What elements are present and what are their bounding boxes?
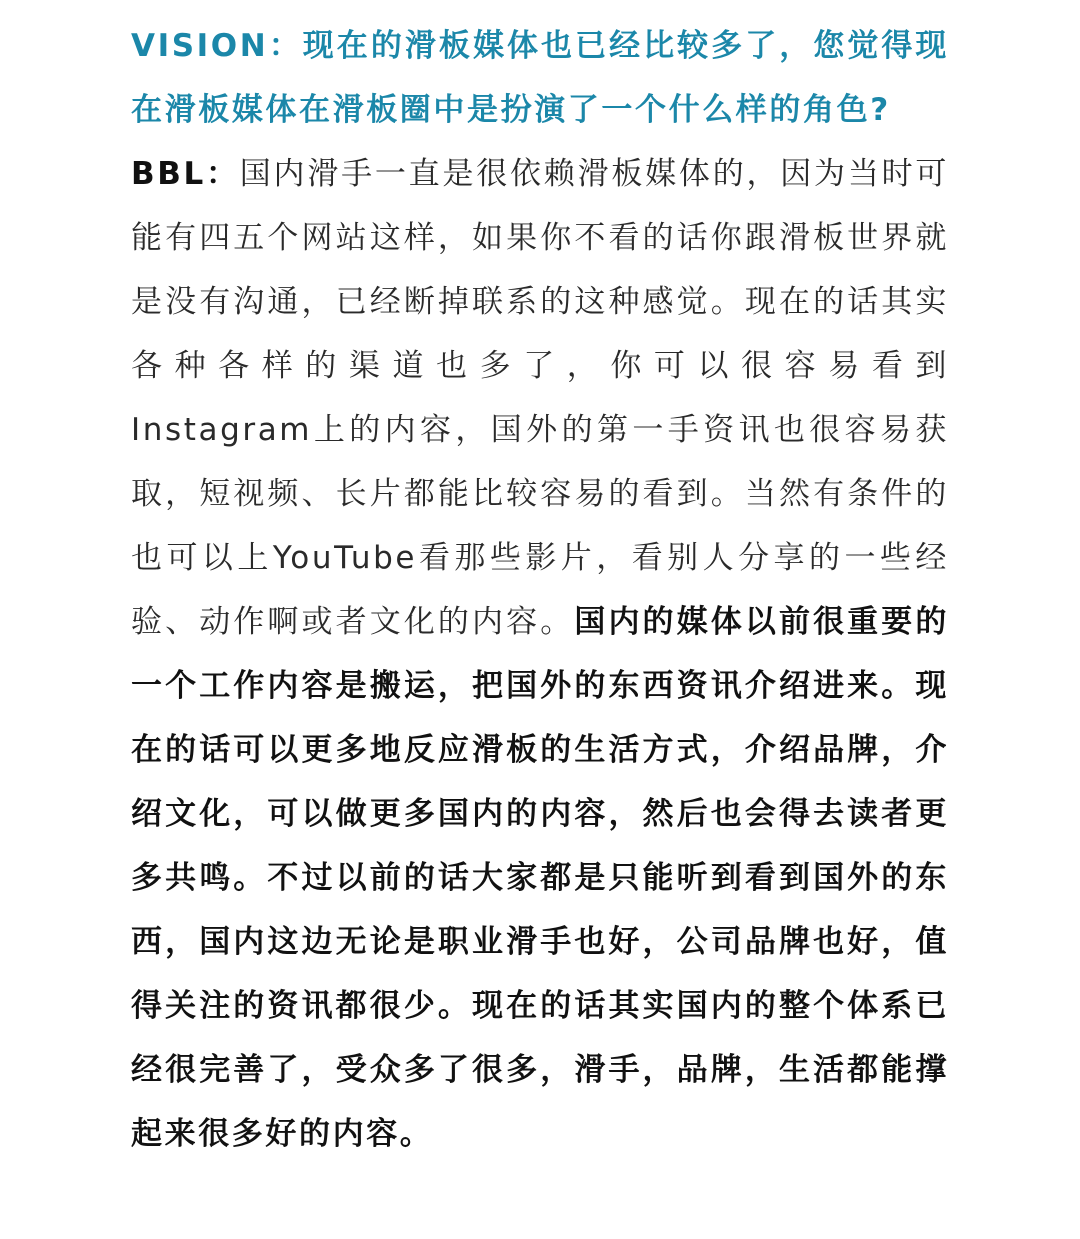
question-text: 现在的滑板媒体也已经比较多了，您觉得现在滑板媒体在滑板圈中是扮演了一个什么样的角色?: [131, 28, 949, 128]
interview-article: [131, 14, 949, 1166]
answer-speaker-label: BBL：: [131, 156, 240, 192]
question-speaker-label: VISION：: [131, 28, 303, 64]
answer-text-regular: 国内滑手一直是很依赖滑板媒体的，因为当时可能有四五个网站这样，如果你不看的话你跟滑板世界就是没有沟通，已经断掉联系的这种感觉。现在的话其实各种各样的渠道也多了，你可以很容易看到Instagram上的内容，国外的第一手资讯也很容易获取，短视频、长片都能比较容易的看到。当然有条件的也可以上YouTube看那些影片，看别人分享的一些经验、动作啊或者文化的内容。: [131, 156, 949, 640]
interview-answer: [131, 142, 949, 1166]
answer-text-bold: 国内的媒体以前很重要的一个工作内容是搬运，把国外的东西资讯介绍进来。现在的话可以更多地反应滑板的生活方式，介绍品牌，介绍文化，可以做更多国内的内容，然后也会得去读者更多共鸣。不过以前的话大家都是只能听到看到国外的东西，国内这边无论是职业滑手也好，公司品牌也好，值得关注的资讯都很少。现在的话其实国内的整个体系已经很完善了，受众多了很多，滑手，品牌，生活都能撑起来很多好的内容。: [131, 604, 949, 1152]
interview-question: [131, 14, 949, 142]
